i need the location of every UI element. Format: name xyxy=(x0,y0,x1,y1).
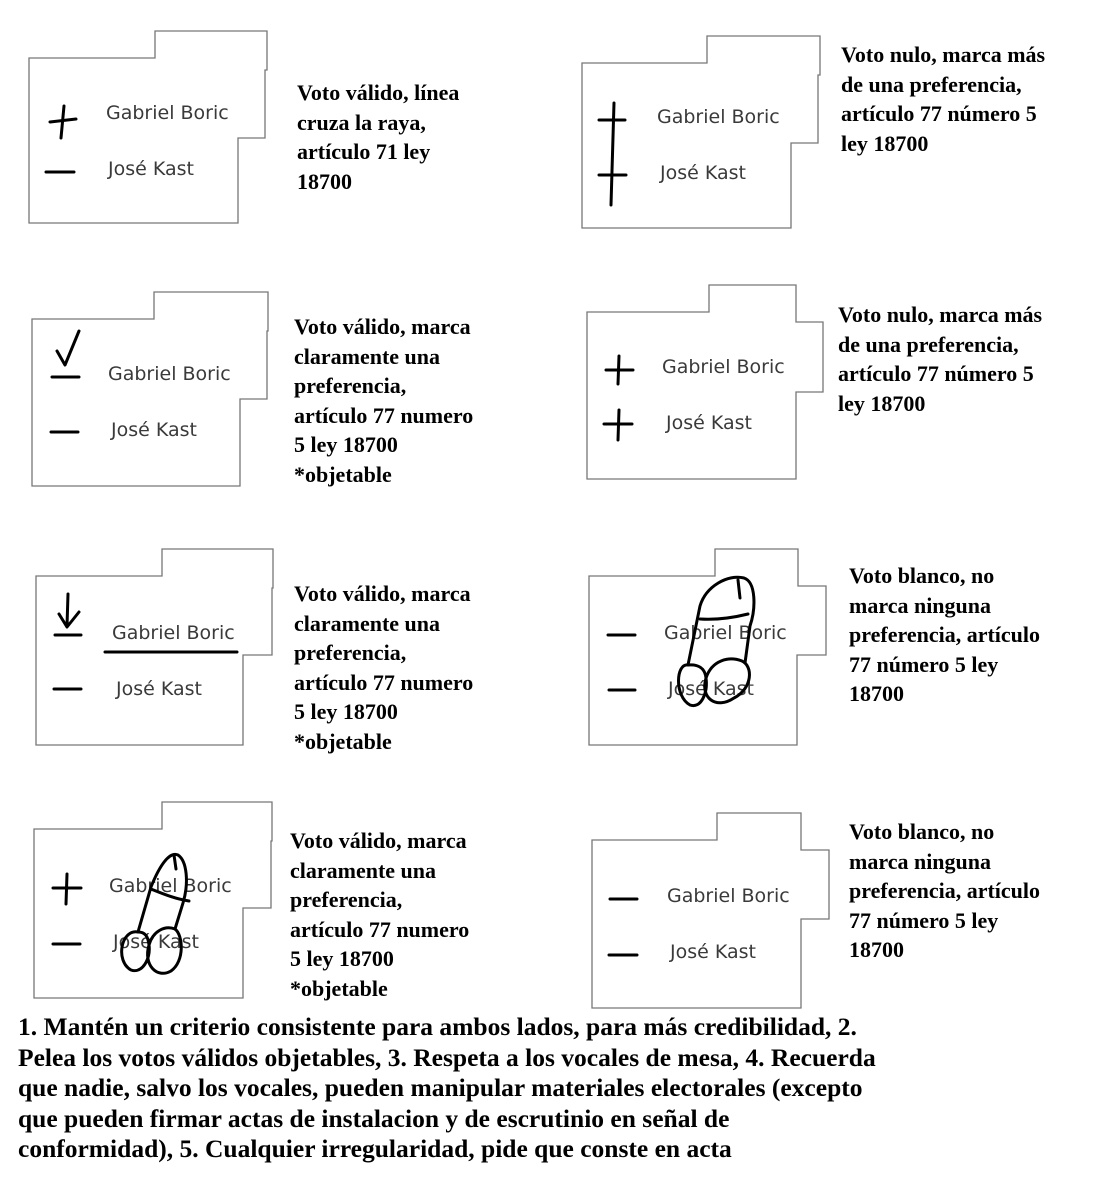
ballot-8 xyxy=(591,812,836,1012)
ballot-7 xyxy=(33,801,278,1001)
ballot-4 xyxy=(586,284,831,481)
ballot-6 xyxy=(588,548,833,748)
ballot-6-description: Voto blanco, no marca ninguna preferencia, artículo 77 número 5 ley 18700 xyxy=(849,563,1041,706)
ballot-2 xyxy=(581,35,826,230)
ballot-1-description: Voto válido, línea cruza la raya, artículo 71 ley 18700 xyxy=(297,80,460,194)
candidate-name-a: Gabriel Boric xyxy=(657,106,780,128)
footer-guidelines: 1. Mantén un criterio consistente para ambos lados, para más credibilidad, 2. Pelea los votos válidos objetables, 3. Respeta a los vocales de mesa, 4. Recuerda que nadie, salvo los vocales, pueden manipular materiales electorales (excepto que pueden firmar actas de instalacion y de escrutinio en señal de conformidad), 5. Cualquier irregularidad, pide que conste en acta xyxy=(18,1012,876,1163)
candidate-name-a: Gabriel Boric xyxy=(662,356,785,378)
ballot-1 xyxy=(28,30,273,225)
ballot-3-description: Voto válido, marca claramente una preferencia, artículo 77 numero 5 ley 18700 *objetable xyxy=(294,314,474,487)
candidate-name-b: José Kast xyxy=(668,678,754,700)
ballot-2-description: Voto nulo, marca más de una preferencia, artículo 77 número 5 ley 18700 xyxy=(841,42,1046,156)
candidate-name-a: Gabriel Boric xyxy=(667,885,790,907)
candidate-name-a: Gabriel Boric xyxy=(106,102,229,124)
candidate-name-a: Gabriel Boric xyxy=(108,363,231,385)
candidate-name-b: José Kast xyxy=(111,419,197,441)
candidate-name-b: José Kast xyxy=(660,162,746,184)
ballot-7-description: Voto válido, marca claramente una preferencia, artículo 77 numero 5 ley 18700 *objetable xyxy=(290,828,470,1001)
candidate-name-a: Gabriel Boric xyxy=(664,622,787,644)
candidate-name-a: Gabriel Boric xyxy=(112,622,235,644)
candidate-name-a: Gabriel Boric xyxy=(109,875,232,897)
ballot-8-description: Voto blanco, no marca ninguna preferencia, artículo 77 número 5 ley 18700 xyxy=(849,819,1041,962)
candidate-name-b: José Kast xyxy=(670,941,756,963)
candidate-name-b: José Kast xyxy=(113,931,199,953)
ballot-5-description: Voto válido, marca claramente una preferencia, artículo 77 numero 5 ley 18700 *objetable xyxy=(294,581,474,754)
ballot-5 xyxy=(35,548,280,748)
ballot-3 xyxy=(31,291,276,488)
ballot-4-description: Voto nulo, marca más de una preferencia, artículo 77 número 5 ley 18700 xyxy=(838,302,1043,416)
candidate-name-b: José Kast xyxy=(108,158,194,180)
candidate-name-b: José Kast xyxy=(116,678,202,700)
candidate-name-b: José Kast xyxy=(666,412,752,434)
